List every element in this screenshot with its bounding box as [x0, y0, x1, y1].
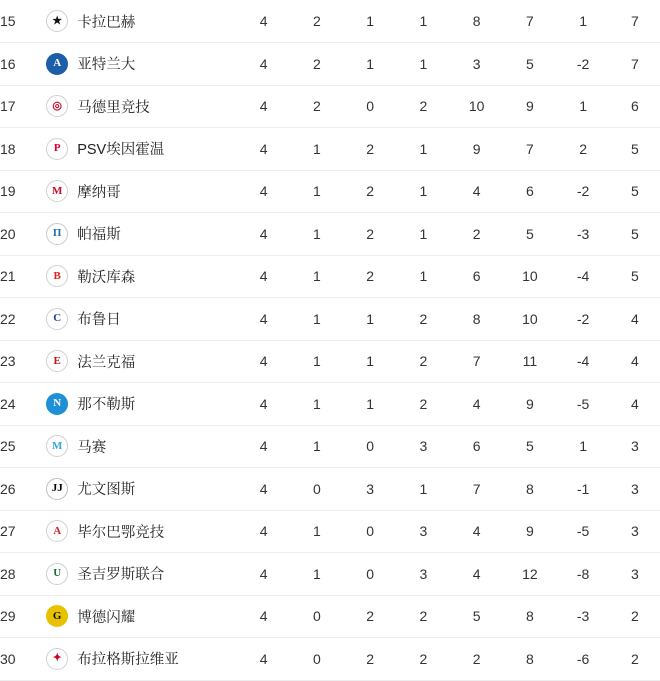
row-loss: 2 [397, 383, 450, 426]
row-loss: 3 [397, 510, 450, 553]
crest-mark: M [52, 184, 63, 197]
row-win: 2 [290, 0, 343, 43]
team-cell [46, 10, 237, 32]
row-rank: 25 [0, 425, 46, 468]
crest-mark: E [53, 354, 61, 367]
table-row[interactable] [0, 298, 660, 341]
row-goals-for: 7 [450, 468, 503, 511]
row-win: 2 [290, 85, 343, 128]
row-team[interactable] [46, 43, 237, 86]
row-draw: 2 [344, 638, 397, 681]
row-played: 4 [237, 255, 290, 298]
team-crest-icon [46, 95, 68, 117]
row-played: 4 [237, 553, 290, 596]
row-team[interactable] [46, 170, 237, 213]
row-goals-against: 8 [503, 638, 556, 681]
row-goal-diff: -2 [556, 298, 609, 341]
row-loss: 1 [397, 468, 450, 511]
team-crest-icon [46, 10, 68, 32]
team-cell [46, 223, 237, 245]
table-row[interactable] [0, 43, 660, 86]
team-crest-icon [46, 435, 68, 457]
team-crest-icon [46, 563, 68, 585]
row-win: 1 [290, 170, 343, 213]
team-cell [46, 563, 237, 585]
row-rank: 29 [0, 595, 46, 638]
team-crest-icon [46, 53, 68, 75]
row-goal-diff: 1 [556, 425, 609, 468]
row-points: 5 [610, 255, 660, 298]
row-points: 4 [610, 340, 660, 383]
table-row[interactable] [0, 510, 660, 553]
row-goals-against: 5 [503, 425, 556, 468]
row-points: 7 [610, 0, 660, 43]
row-draw: 0 [344, 425, 397, 468]
row-goal-diff: -5 [556, 510, 609, 553]
row-rank: 28 [0, 553, 46, 596]
row-team[interactable] [46, 468, 237, 511]
team-name: 博德闪耀 [77, 609, 136, 626]
row-draw: 1 [344, 0, 397, 43]
table-row[interactable] [0, 595, 660, 638]
row-draw: 1 [344, 383, 397, 426]
row-win: 1 [290, 553, 343, 596]
team-crest-icon [46, 478, 68, 500]
row-played: 4 [237, 468, 290, 511]
team-crest-icon [46, 520, 68, 542]
row-draw: 0 [344, 510, 397, 553]
team-name: 摩纳哥 [77, 184, 121, 201]
row-team[interactable] [46, 510, 237, 553]
row-points: 6 [610, 85, 660, 128]
row-played: 4 [237, 0, 290, 43]
row-goals-for: 7 [450, 340, 503, 383]
table-row[interactable] [0, 468, 660, 511]
team-crest-icon [46, 605, 68, 627]
row-played: 4 [237, 638, 290, 681]
row-loss: 3 [397, 425, 450, 468]
row-win: 1 [290, 383, 343, 426]
row-rank: 16 [0, 43, 46, 86]
row-win: 1 [290, 298, 343, 341]
row-goal-diff: 2 [556, 128, 609, 171]
row-goal-diff: -2 [556, 43, 609, 86]
table-row[interactable] [0, 425, 660, 468]
row-goals-against: 9 [503, 510, 556, 553]
row-loss: 1 [397, 0, 450, 43]
row-loss: 1 [397, 213, 450, 256]
row-points: 3 [610, 510, 660, 553]
row-draw: 0 [344, 85, 397, 128]
row-goals-for: 4 [450, 383, 503, 426]
team-cell [46, 648, 237, 670]
row-goal-diff: -8 [556, 553, 609, 596]
row-team[interactable] [46, 383, 237, 426]
row-points: 5 [610, 128, 660, 171]
row-rank: 24 [0, 383, 46, 426]
table-row[interactable] [0, 553, 660, 596]
row-goals-against: 9 [503, 85, 556, 128]
team-name: 布鲁日 [77, 312, 121, 329]
row-goals-against: 11 [503, 340, 556, 383]
row-goals-for: 8 [450, 0, 503, 43]
crest-mark: C [53, 312, 62, 325]
row-goal-diff: -3 [556, 595, 609, 638]
row-points: 7 [610, 43, 660, 86]
row-goals-for: 5 [450, 595, 503, 638]
crest-mark: ★ [52, 14, 63, 27]
table-row[interactable] [0, 255, 660, 298]
row-loss: 2 [397, 85, 450, 128]
team-crest-icon [46, 393, 68, 415]
row-rank: 22 [0, 298, 46, 341]
row-goals-against: 8 [503, 595, 556, 638]
row-goal-diff: -1 [556, 468, 609, 511]
row-goals-for: 4 [450, 553, 503, 596]
team-name: 勒沃库森 [77, 269, 136, 286]
row-goals-against: 10 [503, 255, 556, 298]
row-played: 4 [237, 298, 290, 341]
row-draw: 2 [344, 595, 397, 638]
row-goals-for: 6 [450, 255, 503, 298]
row-goals-for: 3 [450, 43, 503, 86]
row-goal-diff: -5 [556, 383, 609, 426]
team-crest-icon [46, 138, 68, 160]
row-win: 0 [290, 595, 343, 638]
row-loss: 2 [397, 298, 450, 341]
row-points: 5 [610, 213, 660, 256]
row-played: 4 [237, 595, 290, 638]
row-played: 4 [237, 85, 290, 128]
row-goals-for: 2 [450, 638, 503, 681]
row-goals-for: 9 [450, 128, 503, 171]
row-goals-against: 5 [503, 43, 556, 86]
row-points: 3 [610, 468, 660, 511]
row-rank: 26 [0, 468, 46, 511]
row-goal-diff: 1 [556, 0, 609, 43]
team-crest-icon [46, 350, 68, 372]
row-played: 4 [237, 340, 290, 383]
row-team[interactable] [46, 213, 237, 256]
row-goals-for: 2 [450, 213, 503, 256]
crest-mark: N [53, 397, 62, 410]
row-loss: 1 [397, 43, 450, 86]
row-loss: 3 [397, 553, 450, 596]
row-rank: 15 [0, 0, 46, 43]
row-team[interactable] [46, 255, 237, 298]
row-draw: 1 [344, 340, 397, 383]
row-draw: 2 [344, 255, 397, 298]
row-goals-for: 6 [450, 425, 503, 468]
row-points: 3 [610, 553, 660, 596]
table-row[interactable] [0, 213, 660, 256]
crest-mark: Π [52, 227, 62, 240]
team-crest-icon [46, 648, 68, 670]
row-goals-for: 4 [450, 510, 503, 553]
team-name: 那不勒斯 [77, 397, 136, 414]
team-cell [46, 520, 237, 542]
crest-mark: A [53, 57, 62, 70]
row-goals-against: 9 [503, 383, 556, 426]
row-played: 4 [237, 510, 290, 553]
team-name: 圣吉罗斯联合 [77, 567, 165, 584]
table-row[interactable] [0, 340, 660, 383]
row-draw: 2 [344, 128, 397, 171]
row-played: 4 [237, 128, 290, 171]
row-points: 2 [610, 638, 660, 681]
row-win: 1 [290, 128, 343, 171]
row-played: 4 [237, 425, 290, 468]
team-cell [46, 435, 237, 457]
row-rank: 27 [0, 510, 46, 553]
row-win: 1 [290, 213, 343, 256]
row-win: 1 [290, 425, 343, 468]
row-rank: 30 [0, 638, 46, 681]
row-draw: 1 [344, 298, 397, 341]
table-row[interactable] [0, 85, 660, 128]
crest-mark: B [53, 269, 61, 282]
crest-mark: M [52, 439, 63, 452]
table-row[interactable] [0, 128, 660, 171]
row-goals-for: 10 [450, 85, 503, 128]
crest-mark: U [53, 567, 62, 580]
team-name: 马赛 [77, 439, 107, 456]
row-goals-against: 8 [503, 468, 556, 511]
row-loss: 1 [397, 128, 450, 171]
row-goal-diff: 1 [556, 85, 609, 128]
crest-mark: A [53, 524, 62, 537]
row-loss: 2 [397, 595, 450, 638]
crest-mark: G [52, 609, 62, 622]
row-rank: 19 [0, 170, 46, 213]
team-name: 帕福斯 [77, 227, 121, 244]
row-team[interactable] [46, 553, 237, 596]
row-played: 4 [237, 213, 290, 256]
table-row[interactable] [0, 0, 660, 43]
team-name: 马德里竞技 [77, 99, 150, 116]
team-crest-icon [46, 180, 68, 202]
row-points: 3 [610, 425, 660, 468]
row-draw: 2 [344, 170, 397, 213]
team-name: 法兰克福 [77, 354, 136, 371]
row-rank: 20 [0, 213, 46, 256]
row-team[interactable] [46, 128, 237, 171]
team-cell [46, 138, 237, 160]
row-team[interactable] [46, 340, 237, 383]
team-cell [46, 308, 237, 330]
team-name: 亚特兰大 [77, 57, 136, 74]
row-points: 4 [610, 383, 660, 426]
team-cell [46, 265, 237, 287]
row-goal-diff: -3 [556, 213, 609, 256]
team-cell [46, 605, 237, 627]
row-draw: 2 [344, 213, 397, 256]
row-draw: 3 [344, 468, 397, 511]
row-rank: 17 [0, 85, 46, 128]
row-win: 2 [290, 43, 343, 86]
team-cell [46, 350, 237, 372]
row-points: 5 [610, 170, 660, 213]
row-loss: 2 [397, 638, 450, 681]
row-draw: 1 [344, 43, 397, 86]
row-team[interactable] [46, 595, 237, 638]
row-goal-diff: -6 [556, 638, 609, 681]
row-loss: 2 [397, 340, 450, 383]
team-name: 卡拉巴赫 [77, 14, 136, 31]
row-draw: 0 [344, 553, 397, 596]
row-goals-for: 8 [450, 298, 503, 341]
team-name: PSV埃因霍温 [77, 142, 165, 159]
team-name: 尤文图斯 [77, 482, 136, 499]
row-win: 1 [290, 255, 343, 298]
row-team[interactable] [46, 85, 237, 128]
row-goals-against: 6 [503, 170, 556, 213]
table-row[interactable] [0, 170, 660, 213]
row-goals-against: 5 [503, 213, 556, 256]
table-row[interactable] [0, 383, 660, 426]
row-win: 0 [290, 468, 343, 511]
row-team[interactable] [46, 425, 237, 468]
team-cell [46, 95, 237, 117]
team-cell [46, 180, 237, 202]
team-cell [46, 53, 237, 75]
row-rank: 21 [0, 255, 46, 298]
row-goals-against: 7 [503, 0, 556, 43]
row-goals-against: 7 [503, 128, 556, 171]
crest-mark: ✦ [52, 652, 62, 665]
team-name: 布拉格斯拉维亚 [77, 652, 179, 669]
row-goals-against: 10 [503, 298, 556, 341]
team-cell [46, 478, 237, 500]
team-crest-icon [46, 308, 68, 330]
team-crest-icon [46, 265, 68, 287]
row-win: 0 [290, 638, 343, 681]
row-played: 4 [237, 170, 290, 213]
row-played: 4 [237, 43, 290, 86]
row-goals-for: 4 [450, 170, 503, 213]
row-team[interactable] [46, 638, 237, 681]
row-played: 4 [237, 383, 290, 426]
row-goal-diff: -4 [556, 255, 609, 298]
row-team[interactable] [46, 0, 237, 43]
row-loss: 1 [397, 170, 450, 213]
table-row[interactable] [0, 638, 660, 681]
row-loss: 1 [397, 255, 450, 298]
row-goal-diff: -4 [556, 340, 609, 383]
row-points: 4 [610, 298, 660, 341]
team-cell [46, 393, 237, 415]
crest-mark: ◎ [52, 99, 62, 112]
row-rank: 18 [0, 128, 46, 171]
row-team[interactable] [46, 298, 237, 341]
crest-mark: P [53, 142, 61, 155]
row-win: 1 [290, 510, 343, 553]
row-win: 1 [290, 340, 343, 383]
row-goals-against: 12 [503, 553, 556, 596]
row-points: 2 [610, 595, 660, 638]
team-crest-icon [46, 223, 68, 245]
team-name: 毕尔巴鄂竞技 [77, 524, 165, 541]
crest-mark: JJ [51, 482, 63, 495]
row-goal-diff: -2 [556, 170, 609, 213]
row-rank: 23 [0, 340, 46, 383]
